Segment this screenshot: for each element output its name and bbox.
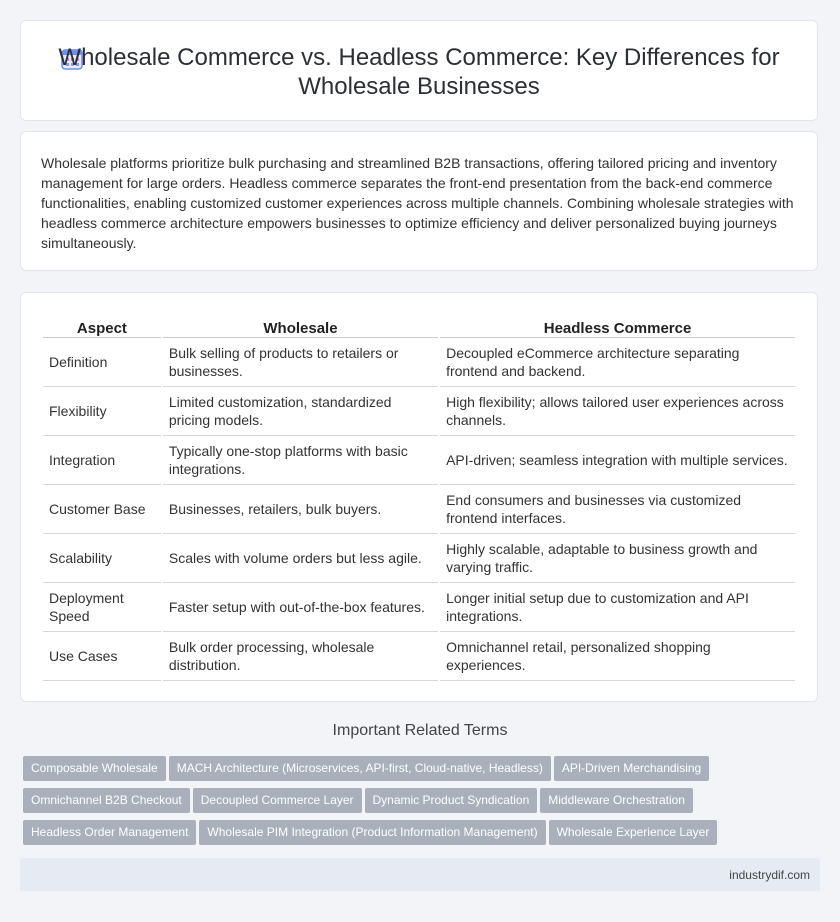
related-term-tag[interactable]: Wholesale PIM Integration (Product Information Management) [199,820,545,845]
cell-headless: Omnichannel retail, personalized shopping experiences. [440,632,795,681]
header-card [20,20,818,121]
cell-headless: API-driven; seamless integration with multiple services. [440,436,795,485]
cell-aspect: Use Cases [43,632,161,681]
table-row [43,583,795,632]
cell-wholesale: Bulk selling of products to retailers or businesses. [163,338,438,387]
cell-headless: High flexibility; allows tailored user experiences across channels. [440,387,795,436]
comparison-table [41,315,797,681]
related-term-tag[interactable]: Decoupled Commerce Layer [193,788,362,813]
table-row [43,534,795,583]
cell-wholesale: Scales with volume orders but less agile. [163,534,438,583]
cell-aspect: Deployment Speed [43,583,161,632]
related-term-tag[interactable]: Headless Order Management [23,820,196,845]
related-term-tag[interactable]: Omnichannel B2B Checkout [23,788,190,813]
table-row [43,387,795,436]
related-term-tag[interactable]: API-Driven Merchandising [554,756,709,781]
comparison-card [20,292,818,702]
related-term-tag[interactable]: MACH Architecture (Microservices, API-first, Cloud-native, Headless) [169,756,551,781]
intro-text: Wholesale platforms prioritize bulk purchasing and streamlined B2B transactions, offering tailored pricing and inventory management for large orders. Headless commerce separates the front-end presentation from the back-end commerce functionalities, enabling customized customer experiences across multiple channels. Combining wholesale strategies with headless commerce architecture empowers businesses to optimize efficiency and deliver personalized buying journeys simultaneously. [41,155,794,251]
header-headless: Headless Commerce [440,315,795,338]
cell-wholesale: Bulk order processing, wholesale distribution. [163,632,438,681]
header-aspect: Aspect [43,315,161,338]
cell-aspect: Flexibility [43,387,161,436]
intro-card [20,131,818,271]
footer-site-name[interactable]: industrydif.com [729,868,810,882]
footer-bar [20,858,820,891]
cell-headless: Highly scalable, adaptable to business growth and varying traffic. [440,534,795,583]
cell-wholesale: Limited customization, standardized pricing models. [163,387,438,436]
related-term-tag[interactable]: Dynamic Product Syndication [365,788,538,813]
cell-aspect: Scalability [43,534,161,583]
related-term-tag[interactable]: Middleware Orchestration [540,788,693,813]
table-row [43,485,795,534]
table-header-row [43,315,795,338]
cell-aspect: Definition [43,338,161,387]
page-title: Wholesale Commerce vs. Headless Commerce: Key Differences for Wholesale Businesses [58,44,780,100]
cell-aspect: Customer Base [43,485,161,534]
related-term-tag[interactable]: Composable Wholesale [23,756,166,781]
related-terms-list [23,756,823,852]
cell-headless: Longer initial setup due to customization and API integrations. [440,583,795,632]
table-row [43,436,795,485]
related-terms-title: Important Related Terms [332,722,508,739]
related-term-tag[interactable]: Wholesale Experience Layer [549,820,718,845]
cell-aspect: Integration [43,436,161,485]
cell-wholesale: Faster setup with out-of-the-box features. [163,583,438,632]
cell-wholesale: Typically one-stop platforms with basic integrations. [163,436,438,485]
table-row [43,338,795,387]
table-row [43,632,795,681]
cell-wholesale: Businesses, retailers, bulk buyers. [163,485,438,534]
header-wholesale: Wholesale [163,315,438,338]
cell-headless: End consumers and businesses via customized frontend interfaces. [440,485,795,534]
cell-headless: Decoupled eCommerce architecture separating frontend and backend. [440,338,795,387]
